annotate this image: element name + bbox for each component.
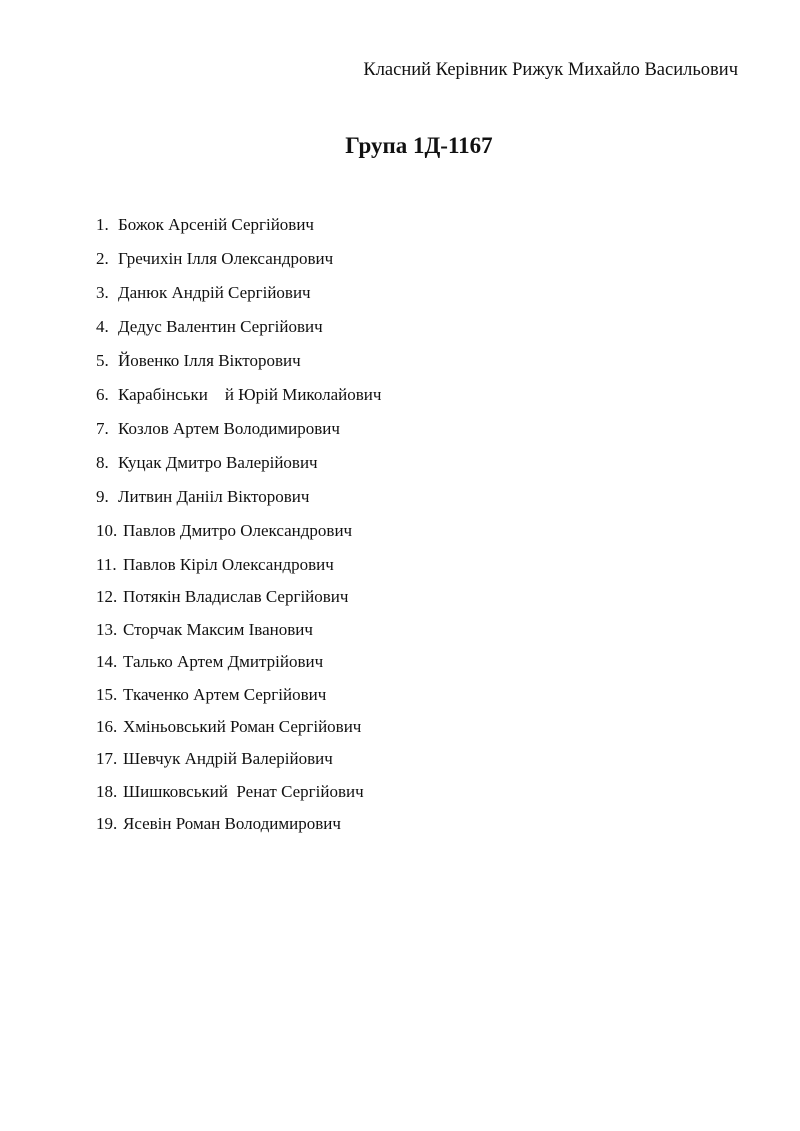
student-name: Божок Арсеній Сергійович [118,215,314,234]
student-list-item [96,781,381,813]
student-name: Потякін Владислав Сергійович [123,587,349,607]
student-number: 18. [96,781,118,801]
student-name: Талько Артем Дмитрійович [123,652,324,672]
student-name: Куцак Дмитро Валерійович [118,453,318,472]
student-list-item [96,619,381,651]
student-number: 17. [96,749,118,769]
student-name: Карабінськи й Юрій Миколайович [118,385,382,404]
student-number: 3. [96,283,109,302]
student-name: Литвин Данііл Вікторович [118,487,310,506]
student-name: Гречихін Ілля Олександрович [118,249,334,268]
student-number: 11. [96,555,117,574]
class-supervisor: Класний Керівник Рижук Михайло Васильович [363,60,738,80]
student-list-item [96,486,381,520]
student-list-item [96,716,381,748]
student-number: 15. [96,684,118,704]
student-name: Хміньовський Роман Сергійович [123,716,362,736]
student-list-item [96,316,381,350]
student-name: Павлов Кіріл Олександрович [123,555,334,574]
student-number: 1. [96,215,109,234]
student-name: Сторчак Максим Іванович [123,619,313,639]
student-number: 8. [96,453,109,472]
student-list-item [96,248,381,282]
student-number: 4. [96,317,109,336]
student-name: Дедус Валентин Сергійович [118,317,323,336]
student-number: 14. [96,652,118,672]
student-list-item [96,452,381,486]
student-list-item [96,350,381,384]
student-list-item [96,586,381,618]
student-name: Ткаченко Артем Сергійович [123,684,327,704]
student-number: 9. [96,487,109,506]
student-name: Данюк Андрій Сергійович [118,283,311,302]
student-list-item [96,554,381,586]
student-list-item [96,384,381,418]
student-number: 19. [96,814,118,834]
student-number: 6. [96,385,109,404]
group-title: Група 1Д-1167 [345,133,493,158]
student-name: Йовенко Ілля Вікторович [118,351,301,370]
student-list-item [96,651,381,683]
student-name: Козлов Артем Володимирович [118,419,340,438]
student-number: 2. [96,249,109,268]
student-name: Павлов Дмитро Олександрович [123,521,353,540]
student-list-item [96,684,381,716]
student-list-item [96,520,381,554]
student-list-item [96,418,381,452]
student-list-item [96,813,381,845]
student-number: 5. [96,351,109,370]
student-list-item [96,282,381,316]
student-list-item [96,748,381,780]
student-name: Ясевін Роман Володимирович [123,814,341,834]
student-number: 12. [96,587,118,607]
student-name: Шевчук Андрій Валерійович [123,749,333,769]
student-name: Шишковський Ренат Сергійович [123,781,364,801]
student-list [96,214,381,846]
student-number: 16. [96,716,118,736]
student-number: 13. [96,619,118,639]
student-list-item [96,214,381,248]
student-number: 7. [96,419,109,438]
student-number: 10. [96,521,118,540]
